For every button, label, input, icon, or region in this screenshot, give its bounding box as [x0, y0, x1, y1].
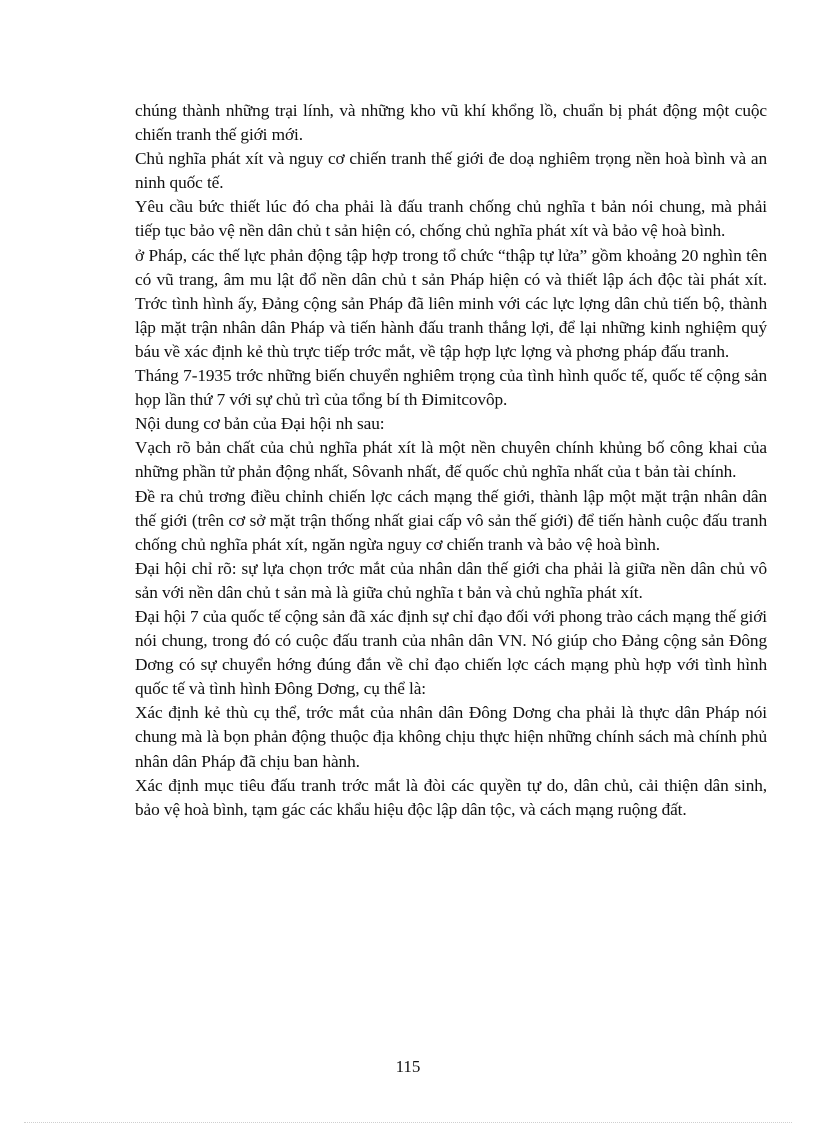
paragraph-1: chúng thành những trại lính, và những kho vũ khí khổng lồ, chuẩn bị phát động một cuộc chiến tranh thế giới mới. — [135, 101, 767, 145]
paragraph-7: Vạch rõ bản chất của chủ nghĩa phát xít là một nền chuyên chính khủng bố công khai của những phần tử phản động nhất, Sôvanh nhất, đế quốc chủ nghĩa nhất của t bản tài chính. — [135, 438, 767, 482]
paragraph-3: Yêu cầu bức thiết lúc đó cha phải là đấu tranh chống chủ nghĩa t bản nói chung, mà phải tiếp tục bảo vệ nền dân chủ t sản hiện có, chống chủ nghĩa phát xít và bảo vệ hoà bình. — [135, 197, 767, 241]
page-number: 115 — [395, 1057, 421, 1076]
paragraph-6: Nội dung cơ bản của Đại hội nh sau: — [135, 414, 385, 434]
paragraph-8: Đề ra chủ trơng điều chỉnh chiến lợc cách mạng thế giới, thành lập một mặt trận nhân dân thế giới (trên cơ sở mặt trận thống nhất giai cấp vô sản thế giới) để tiến hành cuộc đấu tranh chống chủ nghĩa phát xít, ngăn ngừa nguy cơ chiến tranh và bảo vệ hoà bình. — [135, 486, 767, 554]
paragraph-11: Xác định kẻ thù cụ thể, trớc mắt của nhân dân Đông Dơng cha phải là thực dân Pháp nói chung mà là bọn phản động thuộc địa không chịu thực hiện những chính sách mà chính phủ nhân dân Pháp đã chịu ban hành. — [135, 703, 767, 771]
paragraph-2: Chủ nghĩa phát xít và nguy cơ chiến tranh thế giới đe doạ nghiêm trọng nền hoà bình và an ninh quốc tế. — [135, 149, 767, 193]
paragraph-9: Đại hội chỉ rõ: sự lựa chọn trớc mắt của nhân dân thế giới cha phải là giữa nền dân chủ vô sản với nền dân chủ t sản mà là giữa chủ nghĩa t bản và chủ nghĩa phát xít. — [135, 558, 767, 602]
paragraph-12: Xác định mục tiêu đấu tranh trớc mắt là đòi các quyền tự do, dân chủ, cải thiện dân sinh, bảo vệ hoà bình, tạm gác các khẩu hiệu độc lập dân tộc, và cách mạng ruộng đất. — [135, 775, 767, 819]
paragraph-5: Tháng 7-1935 trớc những biến chuyển nghiêm trọng của tình hình quốc tế, quốc tế cộng sản họp lần thứ 7 với sự chủ trì của tổng bí th Đimitcovôp. — [135, 366, 767, 410]
paragraph-4: ở Pháp, các thế lực phản động tập hợp trong tổ chức “thập tự lửa” gồm khoảng 20 nghìn tên có vũ trang, âm mu lật đổ nền dân chủ t sản Pháp hiện có và thiết lập ách độc tài phát xít. Trớc tình hình ấy, Đảng cộng sản Pháp đã liên minh với các lực lợng dân chủ tiến bộ, thành lập mặt trận nhân dân Pháp và tiến hành đấu tranh thắng lợi, để lại những kinh nghiệm quý báu về xác định kẻ thù trực tiếp trớc mắt, về tập hợp lực lợng và phơng pháp đấu tranh. — [135, 245, 767, 361]
document-body — [135, 99, 767, 822]
paragraph-10: Đại hội 7 của quốc tế cộng sản đã xác định sự chỉ đạo đối với phong trào cách mạng thế giới nói chung, trong đó có cuộc đấu tranh của nhân dân VN. Nó giúp cho Đảng cộng sản Đông Dơng có sự chuyển hớng đúng đắn về chỉ đạo chiến lợc cách mạng phù hợp với tình hình quốc tế và tình hình Đông Dơng, cụ thể là: — [135, 606, 767, 699]
